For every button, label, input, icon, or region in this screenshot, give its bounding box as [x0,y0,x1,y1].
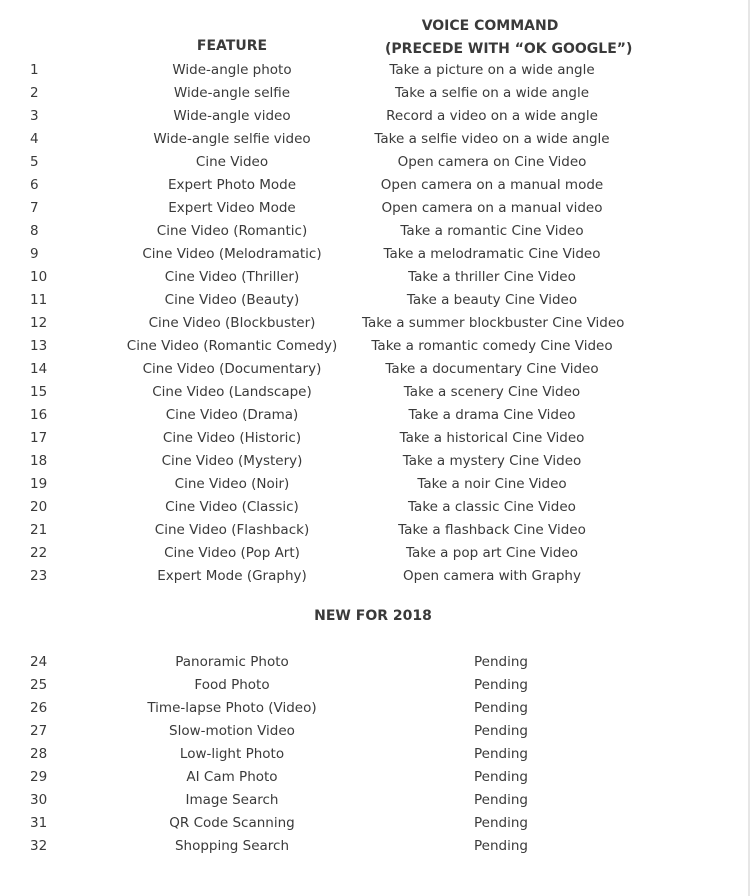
table-row [0,404,750,427]
row-number: 5 [30,154,39,170]
table-row [0,789,750,812]
table-row [0,427,750,450]
feature-name: Cine Video (Classic) [165,499,299,515]
voice-command: Open camera on Cine Video [397,154,587,170]
feature-name: Time-lapse Photo (Video) [147,700,317,716]
table-row [0,243,750,266]
feature-column-header: FEATURE [196,38,268,54]
feature-name: Wide-angle selfie [173,85,291,101]
feature-name: Cine Video (Melodramatic) [142,246,322,262]
voice-command: Take a documentary Cine Video [385,361,599,377]
feature-name: Expert Video Mode [168,200,296,216]
row-number: 12 [30,315,48,331]
voice-command: Pending [474,815,528,831]
feature-name: Food Photo [194,677,270,693]
row-number: 27 [30,723,48,739]
table-row [0,174,750,197]
table-row [0,674,750,697]
table-row [0,835,750,858]
feature-name: Cine Video (Romantic Comedy) [126,338,338,354]
row-number: 31 [30,815,48,831]
voice-command: Take a classic Cine Video [408,499,576,515]
voice-command: Take a romantic comedy Cine Video [371,338,613,354]
voice-command: Open camera on a manual mode [380,177,604,193]
voice-command-header-line1: VOICE COMMAND [421,18,559,34]
row-number: 6 [30,177,39,193]
row-number: 15 [30,384,48,400]
feature-name: Cine Video (Landscape) [152,384,312,400]
voice-command-header-line2: (PRECEDE WITH “OK GOOGLE”) [385,41,633,57]
voice-command: Take a summer blockbuster Cine Video [362,315,625,331]
table-row [0,496,750,519]
voice-command: Pending [474,746,528,762]
voice-command: Take a picture on a wide angle [389,62,595,78]
table-row [0,289,750,312]
feature-name: Wide-angle selfie video [153,131,311,147]
row-number: 14 [30,361,48,377]
table-row [0,720,750,743]
table-row [0,743,750,766]
table-row [0,220,750,243]
voice-command: Take a flashback Cine Video [398,522,586,538]
voice-command: Take a selfie on a wide angle [394,85,590,101]
feature-name: Cine Video (Drama) [165,407,299,423]
row-number: 29 [30,769,48,785]
voice-command: Take a historical Cine Video [399,430,585,446]
row-number: 16 [30,407,48,423]
voice-command: Take a pop art Cine Video [405,545,579,561]
table-row [0,381,750,404]
feature-name: Cine Video (Historic) [162,430,302,446]
table-row [0,812,750,835]
feature-name: AI Cam Photo [186,769,278,785]
voice-command: Pending [474,700,528,716]
table-row [0,565,750,588]
feature-name: Cine Video (Pop Art) [164,545,300,561]
table-row [0,266,750,289]
voice-command: Take a drama Cine Video [408,407,576,423]
feature-name: Expert Photo Mode [167,177,297,193]
voice-command: Pending [474,769,528,785]
voice-command: Pending [474,723,528,739]
feature-name: Cine Video (Noir) [174,476,290,492]
table-row [0,59,750,82]
row-number: 17 [30,430,48,446]
table-row [0,766,750,789]
row-number: 3 [30,108,39,124]
voice-command-column-header [385,15,633,61]
voice-command: Take a mystery Cine Video [402,453,582,469]
feature-name: Cine Video (Mystery) [161,453,303,469]
table-row [0,128,750,151]
feature-name: Low-light Photo [179,746,285,762]
row-number: 8 [30,223,39,239]
feature-name: QR Code Scanning [169,815,295,831]
row-number: 10 [30,269,48,285]
table-row [0,151,750,174]
table-row [0,335,750,358]
row-number: 20 [30,499,48,515]
feature-name: Wide-angle photo [172,62,292,78]
voice-command: Take a noir Cine Video [417,476,567,492]
voice-command: Take a romantic Cine Video [400,223,584,239]
feature-name: Cine Video [195,154,269,170]
feature-name: Expert Mode (Graphy) [157,568,307,584]
row-number: 13 [30,338,48,354]
table-row [0,542,750,565]
table-row [0,312,750,335]
table-row [0,358,750,381]
row-number: 25 [30,677,48,693]
row-number: 32 [30,838,48,854]
feature-name: Wide-angle video [173,108,291,124]
row-number: 23 [30,568,48,584]
section-title-new-for-2018: NEW FOR 2018 [314,608,432,624]
voice-command: Pending [474,792,528,808]
feature-command-list [0,59,750,588]
feature-name: Cine Video (Blockbuster) [148,315,316,331]
row-number: 26 [30,700,48,716]
row-number: 22 [30,545,48,561]
voice-command: Take a selfie video on a wide angle [374,131,610,147]
voice-command: Take a thriller Cine Video [408,269,576,285]
feature-name: Panoramic Photo [175,654,289,670]
voice-command: Pending [474,654,528,670]
table-row [0,519,750,542]
row-number: 30 [30,792,48,808]
row-number: 2 [30,85,39,101]
row-number: 24 [30,654,48,670]
feature-name: Cine Video (Thriller) [164,269,300,285]
table-row [0,651,750,674]
voice-command: Record a video on a wide angle [386,108,598,124]
table-row [0,82,750,105]
row-number: 7 [30,200,39,216]
feature-name: Cine Video (Documentary) [142,361,322,377]
row-number: 21 [30,522,48,538]
voice-command: Pending [474,838,528,854]
row-number: 11 [30,292,48,308]
voice-command: Open camera on a manual video [381,200,603,216]
row-number: 4 [30,131,39,147]
voice-command: Take a scenery Cine Video [403,384,581,400]
table-row [0,697,750,720]
feature-name: Cine Video (Romantic) [156,223,308,239]
feature-name: Shopping Search [174,838,290,854]
voice-command: Open camera with Graphy [403,568,581,584]
row-number: 1 [30,62,39,78]
row-number: 19 [30,476,48,492]
table-row [0,197,750,220]
voice-command: Pending [474,677,528,693]
row-number: 28 [30,746,48,762]
feature-name: Cine Video (Flashback) [154,522,310,538]
feature-name: Slow-motion Video [169,723,295,739]
table-row [0,105,750,128]
new-feature-list [0,651,750,858]
feature-name: Cine Video (Beauty) [164,292,300,308]
feature-name: Image Search [185,792,279,808]
row-number: 9 [30,246,39,262]
row-number: 18 [30,453,48,469]
voice-command: Take a melodramatic Cine Video [383,246,601,262]
table-row [0,473,750,496]
voice-command: Take a beauty Cine Video [406,292,578,308]
table-row [0,450,750,473]
